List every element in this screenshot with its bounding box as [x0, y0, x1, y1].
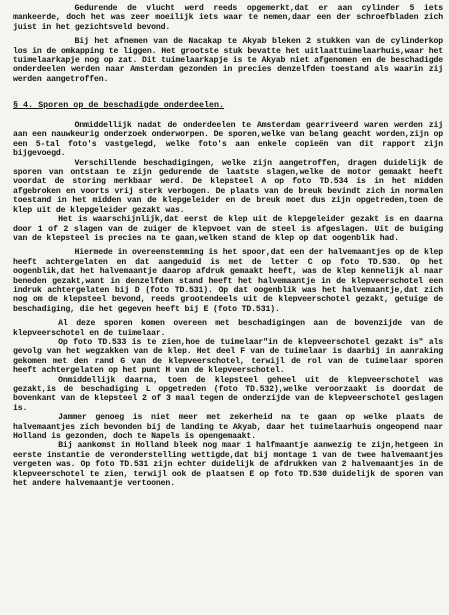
spacer: [13, 84, 443, 93]
paragraph-rocker-arm: Op foto TD.533 is te zien,hoe de tuimelaar"in de klepveerschotel gezakt is" als gevolg van het wegzakken van de klep. Het deel F van de tuimelaar is daarbij in aanraking gekomen met den rand G van de klepveerschotel, terwijl de rol van de tuimelaar sporen heeft achtergelaten op het punt H van de klepveerschotel.: [13, 337, 443, 376]
paragraph-probable-sequence: Het is waarschijnlijk,dat eerst de klep uit de klepgeleider gezakt is en daarna door 1 of 2 slagen van de zuiger de klepvoet van de steel is afgeslagen. Uit de buiging van de klepsteel is precies na te gaan,welken stand de klep op dat oogenblik had.: [13, 215, 443, 243]
paragraph-investigation: Onmiddellijk nadat de onderdeelen te Amsterdam gearriveerd waren werden zij aan een nauwkeurig onderzoek onderworpen. De sporen,welke van belang geacht worden,zijn op een 5-tal foto's vastgelegd, welke foto's aan enkele copieën van dit rapport zijn bijgevoegd.: [13, 121, 443, 159]
section-heading: § 4. Sporen op de beschadigde onderdeelen.: [13, 99, 225, 110]
paragraph-flight-observation: Gedurende de vlucht werd reeds opgemerkt,dat er aan cylinder 5 iets mankeerde, doch het was zeer moeilijk iets waar te nemen,daar een der schroefbladen zich juist in het gezichtsveld bevond.: [13, 4, 443, 32]
spacer: [13, 112, 443, 121]
paragraph-damage-l: Onmiddellijk daarna, toen de klepsteel geheel uit de klepveerschotel was gezakt,is de beschadiging L opgetreden (foto TD.532),welke veroorzaakt is doordat de bovenkant van de klepsteel 2 of 3 maal tegen de onderzijde van de klepveerschotel geslagen is.: [13, 375, 443, 413]
paragraph-akyab-findings: Bij het afnemen van de Nacakap te Akyab bleken 2 stukken van de cylinderkop los in de omkapping te liggen. Het grootste stuk bevatte het uitlaattuimelaarhuis,waar het tuimelaarkapje nog op zat. Dit tuimelaarkapje is te Akyab niet afgenomen en de beschadigde onderdeelen werden naar Amsterdam gezonden in precies denzelfden toestand als waarin zij werden aangetroffen.: [13, 37, 443, 84]
paragraph-uncertainty: Jammer genoeg is niet meer met zekerheid na te gaan op welke plaats de halvemaantjes zich bevonden bij de landing te Akyab, daar het tuimelaarhuis ongeopend naar Holland is gezonden, doch te Napels is opengemaakt.: [13, 413, 443, 442]
paragraph-arrival-holland: Bij aankomst in Holland bleek nog maar 1 halfmaantje aanwezig te zijn,hetgeen in eerste instantie de veronderstelling wettigde,dat bij montage 1 van de twee halvemaantjes vergeten was. Op foto TD.531 zijn echter duidelijk de afdrukken van 2 halvemaantjes in de klepveerschotel te zien, terwijl ook de plaatsen E op foto TD.530 duidelijk de sporen van het andere halvemaantje vertoonen.: [13, 441, 443, 489]
paragraph-half-moon-traces: Hiermede in overeenstemming is het spoor,dat een der halvemaantjes op de klep heeft achtergelaten en dat aangeduid is met de letter C op foto TD.530. Op het oogenblik,dat het halvemaantje daarop afdruk gemaakt heeft, was de klep kennelijk al naar beneden gezakt,want in denzelfden stand heeft het halvemaantje in de klepveerschotel een indruk achtergelaten bij D (foto TD.531). Op dat oogenblik was het halvemaantje,dat zich nog om de klepsteel bevond, reeds grootendeels uit de klepveerschotel gezakt, getuige de beschadiging, die het gegeven heeft bij E (foto TD.531).: [13, 248, 443, 314]
paragraph-damage-traces: Verschillende beschadigingen, welke zijn aangetroffen, dragen duidelijk de sporen van ontstaan te zijn gedurende de laatste slagen,welke de motor gemaakt heeft voordat de storing merkbaar werd. De klepsteel A op foto TD.534 is in het midden afgebroken en voorts vrij sterk verbogen. De plaats van de breuk bevindt zich in normalen toestand in het midden van de klepgeleider en de breuk moet dus zijn opgetreden,toen de klep uit de klepgeleider gezakt was.: [13, 158, 443, 215]
paragraph-summary-damage: Al deze sporen komen overeen met beschadigingen aan de bovenzijde van de klepveerschotel en de tuimelaar.: [13, 319, 443, 338]
